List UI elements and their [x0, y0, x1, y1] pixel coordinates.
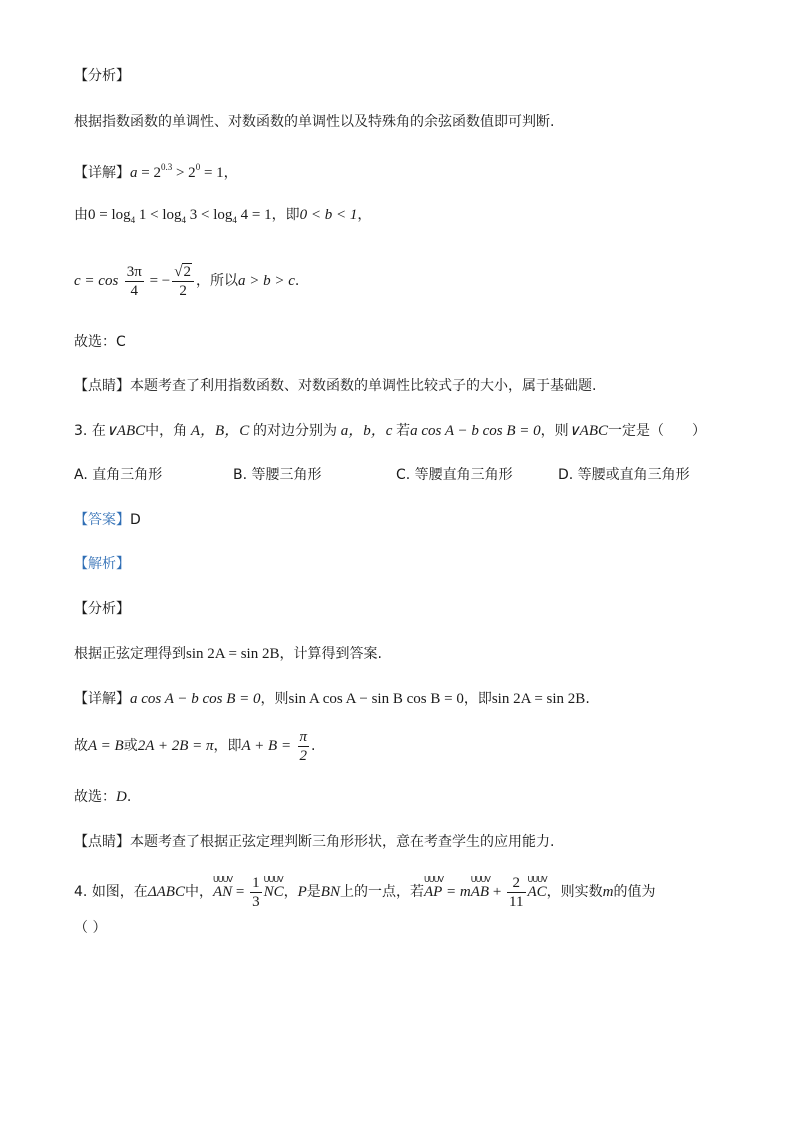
question-4-paren: （ ）	[74, 920, 107, 936]
sqrt-icon: √2	[174, 263, 191, 280]
math-eq: = 2	[137, 165, 161, 181]
math: a > b > c	[237, 273, 295, 289]
question-number: 4.	[74, 884, 88, 900]
math: = −	[145, 273, 171, 289]
vector-an	[213, 873, 232, 911]
math: a，b，c	[336, 423, 397, 439]
text: ，则	[540, 423, 569, 439]
punct: .	[585, 691, 590, 707]
question-3	[74, 421, 706, 441]
triangle: ∨ABC	[568, 423, 608, 439]
text: 中，角	[145, 423, 188, 439]
vector-name: AC	[527, 884, 547, 900]
math: =	[232, 884, 249, 900]
math: A，B，C	[187, 423, 253, 439]
text: 在	[91, 423, 106, 439]
numerator: 1	[252, 874, 260, 891]
option-c[interactable]: C. 等腰直角三角形	[396, 467, 513, 483]
comment-label: 【点睛】	[74, 378, 130, 394]
log-base: 4	[181, 215, 187, 225]
detail-3-line-1	[74, 689, 590, 709]
math: 4 = 1	[236, 207, 272, 223]
vector-name: AN	[212, 884, 233, 900]
text: ，即	[271, 207, 300, 223]
text: 由	[74, 207, 88, 223]
analysis-text-3	[74, 644, 382, 664]
comment-line	[74, 376, 596, 396]
choice-3	[74, 787, 131, 807]
detail-line-2	[74, 205, 371, 230]
radicand: 2	[183, 263, 191, 280]
vector-ap	[424, 873, 442, 911]
math: 0 < b < 1	[299, 207, 358, 223]
fraction	[507, 874, 525, 911]
text: ，所以	[195, 273, 238, 289]
text: 根据正弦定理得到	[74, 646, 186, 662]
text: 的值为	[613, 884, 656, 900]
detail-line-3	[74, 262, 299, 300]
punct: .	[126, 789, 132, 805]
text: ，即	[213, 738, 242, 754]
numerator	[172, 263, 194, 282]
comment-label: 【点睛】	[74, 834, 130, 850]
math: sin A cos A − sin B cos B = 0	[288, 691, 464, 707]
fraction	[250, 874, 262, 911]
vector-nc	[264, 873, 284, 911]
text: 如图，在	[91, 884, 148, 900]
jiexi-label: 【解析】	[74, 556, 130, 572]
var-m: m	[602, 884, 614, 900]
vector-arrow-icon: UUUV	[423, 875, 443, 884]
text: 是	[306, 884, 321, 900]
punct: .	[294, 273, 300, 289]
vector-name: AP	[423, 884, 443, 900]
text: ，	[283, 884, 298, 900]
triangle: ∨ABC	[105, 423, 146, 439]
analysis-text: 根据指数函数的单调性、对数函数的单调性以及特殊角的余弦函数值即可判断.	[74, 114, 555, 130]
exponent: 0	[195, 162, 201, 172]
detail-label: 【详解】	[74, 165, 130, 181]
denominator: 4	[130, 282, 139, 299]
numerator: 2	[507, 874, 525, 893]
math: sin 2A = sin 2B	[186, 646, 280, 662]
answer-line	[74, 510, 141, 530]
math: sin 2A = sin 2B	[491, 691, 586, 707]
vector-ac	[528, 873, 547, 911]
option-d[interactable]: D. 等腰或直角三角形	[558, 467, 690, 483]
vector-name: AB	[470, 884, 490, 900]
denominator: 11	[509, 893, 524, 910]
log-base: 4	[130, 215, 136, 225]
vector-ab	[471, 873, 489, 911]
math: c = cos	[74, 273, 119, 289]
detail-label: 【详解】	[74, 691, 130, 707]
question-number: 3.	[74, 423, 88, 439]
text: 上的一点，若	[339, 884, 424, 900]
math: D	[116, 789, 127, 805]
text: 或	[123, 738, 138, 754]
option-a[interactable]: A. 直角三角形	[74, 467, 163, 483]
math: A + B =	[241, 738, 292, 754]
segment-bn: BN	[320, 884, 340, 900]
analysis-label-3: 【分析】	[74, 601, 130, 617]
comment-text: 本题考查了根据正弦定理判断三角形形状，意在考查学生的应用能力.	[130, 834, 555, 850]
numerator: 3π	[126, 263, 142, 280]
comment-text: 本题考查了利用指数函数、对数函数的单调性比较式子的大小，属于基础题.	[130, 378, 597, 394]
vector-name: NC	[263, 884, 284, 900]
answer-label: 【答案】	[74, 512, 130, 528]
question-4	[74, 873, 656, 911]
math: = m	[442, 884, 471, 900]
text: ，即	[463, 691, 492, 707]
fraction	[298, 728, 310, 765]
math: 3 < log	[186, 207, 233, 223]
vector-arrow-icon: UUUV	[527, 875, 547, 884]
fraction	[125, 263, 144, 300]
denominator: 2	[299, 747, 308, 764]
math: a cos A − b cos B = 0	[130, 691, 261, 707]
text: ，计算得到答案.	[279, 646, 382, 662]
text: 故	[74, 738, 88, 754]
var-a: a	[130, 165, 138, 181]
text: 的对边分别为	[252, 423, 337, 439]
punct: ，	[357, 207, 372, 223]
numerator: π	[299, 728, 308, 745]
analysis-label: 【分析】	[74, 68, 130, 84]
math: 0 = log	[88, 207, 131, 223]
math: 2A + 2B = π	[137, 738, 214, 754]
text: ，则实数	[546, 884, 603, 900]
math: A = B	[88, 738, 124, 754]
text: 若	[396, 423, 411, 439]
exponent: 0.3	[160, 162, 173, 172]
denominator: 2	[179, 282, 187, 299]
choice-text: 故选：C	[74, 334, 126, 350]
punct: ，	[223, 165, 238, 181]
option-b[interactable]: B. 等腰三角形	[233, 467, 322, 483]
comment-3-line	[74, 832, 554, 852]
math-gt: > 2	[172, 165, 196, 181]
text: ，则	[260, 691, 289, 707]
vector-arrow-icon: UUUV	[470, 875, 490, 884]
vector-arrow-icon: UUUV	[263, 875, 283, 884]
text: 一定是（ ）	[607, 423, 706, 439]
math: 1 < log	[135, 207, 182, 223]
denominator: 3	[252, 893, 260, 910]
detail-3-line-2	[74, 727, 316, 765]
text: 中，	[184, 884, 213, 900]
log-base: 4	[232, 215, 237, 225]
detail-line-1	[74, 157, 238, 183]
answer-value: D	[130, 512, 141, 528]
condition: a cos A − b cos B = 0	[410, 423, 541, 439]
math: +	[489, 884, 506, 900]
text: 故选：	[74, 789, 116, 805]
math-eq1: = 1	[200, 165, 224, 181]
triangle: ΔABC	[147, 884, 185, 900]
fraction	[172, 263, 194, 300]
point-p: P	[297, 884, 307, 900]
vector-arrow-icon: UUUV	[212, 875, 232, 884]
punct: .	[311, 738, 316, 754]
